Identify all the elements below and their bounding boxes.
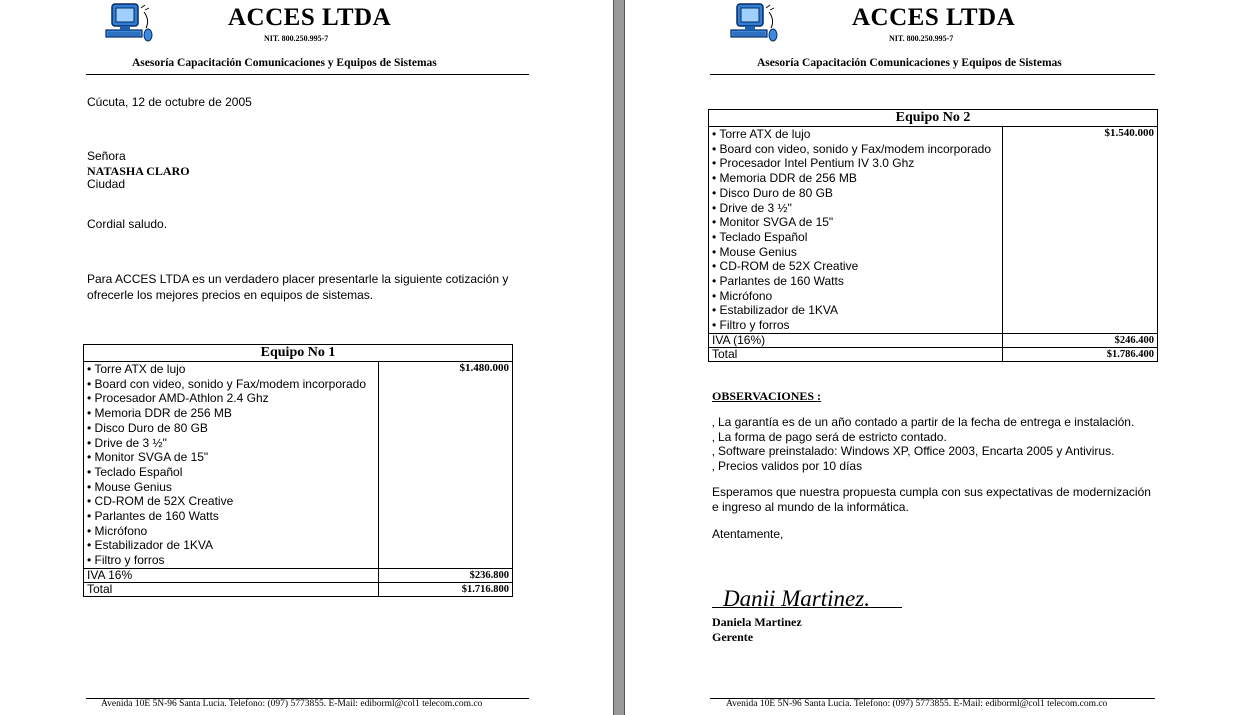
list-item: • Mouse Genius [87,479,172,494]
salutation: Señora [87,149,126,163]
list-item: • CD-ROM de 52X Creative [87,494,234,509]
tagline: Asesoría Capacitación Comunicaciones y Equipos de Sistemas [757,57,1062,69]
equipment-price: $1.480.000 [379,362,513,569]
list-item: • Mouse Genius [712,244,797,259]
closing-line-2: e ingreso al mundo de la informática. [712,500,909,514]
list-item: • Monitor SVGA de 15" [712,215,834,230]
list-item: • Parlantes de 160 Watts [712,274,844,289]
list-item: • Parlantes de 160 Watts [87,509,219,524]
list-item: • Teclado Español [87,464,183,479]
item-list [709,127,1003,334]
regards: Atentamente, [712,527,784,541]
list-item: • Filtro y forros [87,553,165,568]
list-item: • Torre ATX de lujo [712,127,811,141]
closing-line-1: Esperamos que nuestra propuesta cumpla con sus expectativas de modernización [712,485,1151,499]
signer-name: Daniela Martinez [712,615,802,629]
total-value: $1.786.400 [1003,347,1158,361]
list-item: • Teclado Español [712,229,808,244]
list-item: • Procesador AMD-Athlon 2.4 Ghz [87,391,269,406]
list-item: • Filtro y forros [712,318,790,333]
list-item: • Board con video, sonido y Fax/modem incorporado [712,141,992,156]
intro-line-1: Para ACCES LTDA es un verdadero placer presentarle la siguiente cotización y [87,272,509,286]
nit: NIT. 800.250.995-7 [889,34,954,43]
observaciones-list [712,415,1134,473]
list-item: • Estabilizador de 1KVA [712,303,839,318]
signature: Danii Martinez. [723,586,870,611]
iva-value: $246.400 [1003,333,1158,347]
total-label: Total [84,582,379,596]
list-item: • Drive de 3 ½" [87,435,167,450]
quote-title: Equipo No 1 [84,345,513,362]
list-item: • Drive de 3 ½" [712,200,792,215]
computer-logo-icon [729,2,779,46]
page-gutter [613,0,625,715]
header-rule [86,74,529,75]
list-item: • Torre ATX de lujo [87,362,186,376]
list-item: • Board con video, sonido y Fax/modem incorporado [87,376,367,391]
list-item: • Disco Duro de 80 GB [712,185,833,200]
signature-line [712,607,902,608]
list-item: ‚ Precios validos por 10 días [712,458,863,473]
company-name: ACCES LTDA [852,4,1016,31]
list-item: • Disco Duro de 80 GB [87,420,208,435]
iva-label: IVA (16%) [709,333,1003,347]
list-item: • Memoria DDR de 256 MB [712,171,857,186]
footer-address: Avenida 10E 5N-96 Santa Lucia. Telefono: (097) 5773855. E-Mail: ediborml@col1 telecom.com.co [726,699,1108,709]
observaciones-title: OBSERVACIONES : [712,389,822,403]
quote-table-equipo-1 [83,344,513,597]
tagline: Asesoría Capacitación Comunicaciones y Equipos de Sistemas [132,57,437,69]
item-list [84,362,379,569]
list-item: • Micrófono [87,523,148,538]
computer-logo-icon [104,2,154,46]
list-item: ‚ La garantía es de un año contado a partir de la fecha de entrega e instalación. [712,415,1135,429]
footer-address: Avenida 10E 5N-96 Santa Lucia. Telefono: (097) 5773855. E-Mail: ediborml@col1 telecom.com.co [101,699,483,709]
document-page-2 [625,0,1238,715]
list-item: ‚ La forma de pago será de estricto contado. [712,429,947,444]
total-label: Total [709,347,1003,361]
recipient-city: Ciudad [87,177,126,191]
list-item: • Memoria DDR de 256 MB [87,406,232,421]
greeting: Cordial saludo. [87,217,168,231]
iva-label: IVA 16% [84,568,379,582]
list-item: • Estabilizador de 1KVA [87,538,214,553]
equipment-price: $1.540.000 [1003,127,1158,334]
intro-line-2: ofrecerle los mejores precios en equipos de sistemas. [87,288,374,302]
header-rule [710,74,1155,75]
company-name: ACCES LTDA [228,4,392,31]
nit: NIT. 800.250.995-7 [264,34,329,43]
iva-value: $236.800 [379,568,513,582]
document-page-1 [0,0,613,715]
recipient-name: NATASHA CLARO [87,164,190,178]
signer-title: Gerente [712,630,754,644]
list-item: • Micrófono [712,288,773,303]
list-item: • Monitor SVGA de 15" [87,450,209,465]
letter-date: Cúcuta, 12 de octubre de 2005 [87,95,252,109]
quote-table-equipo-2 [708,109,1158,362]
list-item: ‚ Software preinstalado: Windows XP, Office 2003, Encarta 2005 y Antivirus. [712,444,1115,458]
quote-title: Equipo No 2 [709,110,1158,127]
list-item: • Procesador Intel Pentium IV 3.0 Ghz [712,156,915,171]
total-value: $1.716.800 [379,582,513,596]
list-item: • CD-ROM de 52X Creative [712,259,859,274]
